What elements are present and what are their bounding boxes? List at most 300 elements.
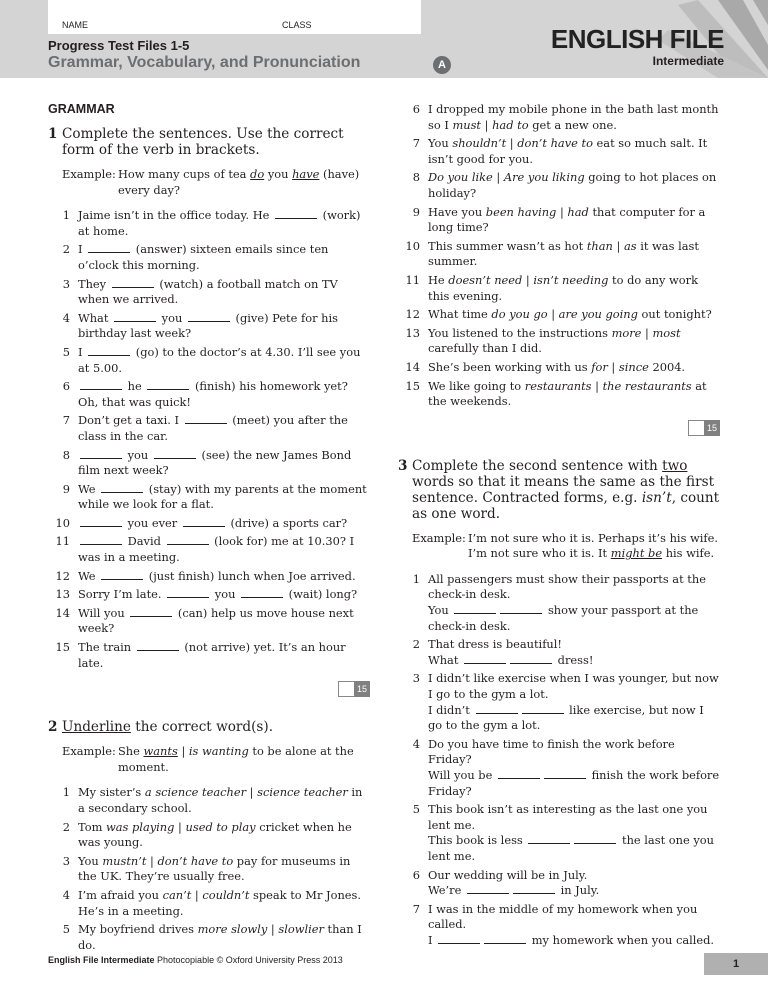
item-number: 8 (62, 447, 70, 462)
text: (see) the new James Bond film next week? (78, 447, 352, 478)
question-number: 3 (398, 457, 408, 474)
item-text (428, 360, 685, 376)
answer-options: for | since (591, 359, 649, 374)
answer-blank[interactable] (88, 346, 130, 356)
question-item (398, 136, 720, 167)
answer-blank[interactable] (80, 535, 122, 545)
example-text (468, 531, 718, 545)
text: Have you (428, 204, 486, 219)
answer-blank[interactable] (528, 834, 570, 844)
question-item (398, 170, 720, 201)
text: What (78, 310, 113, 325)
answer-blank[interactable] (80, 449, 122, 459)
item-text (78, 569, 356, 585)
text: I (428, 932, 437, 947)
item-number: 2 (62, 819, 70, 834)
item-number: 9 (62, 481, 70, 496)
question-item (48, 922, 370, 953)
item-number: 4 (62, 310, 70, 325)
question-item (398, 802, 720, 864)
text: eat so much salt. It isn’t good for you. (428, 136, 708, 166)
text: Sorry I’m late. (78, 587, 166, 602)
text: You (428, 603, 453, 618)
question-instruction: the correct word(s). (130, 719, 274, 736)
question-item (398, 307, 720, 323)
item-text (78, 888, 370, 919)
text: Will you (78, 605, 129, 620)
text: I’m not sure who it is. It (468, 546, 611, 561)
text: he (124, 379, 146, 394)
question-2-items-continued (398, 102, 720, 410)
question-item (48, 534, 370, 565)
text: (give) Pete for his birthday last week? (78, 310, 338, 341)
question-number: 1 (48, 126, 58, 142)
answer-blank[interactable] (467, 884, 509, 894)
item-text (428, 170, 720, 201)
answer-blank[interactable] (154, 449, 196, 459)
text: You (78, 853, 103, 868)
answer-blank[interactable] (522, 704, 564, 714)
question-item (398, 572, 720, 634)
answer-options: doesn’t need | isn’t needing (448, 272, 609, 287)
answer-options: do you go | are you going (491, 307, 638, 322)
item-number: 9 (412, 204, 420, 219)
text: How many cups of tea (118, 167, 251, 181)
question-item (48, 413, 370, 444)
item-number: 11 (55, 534, 70, 549)
answer-blank[interactable] (476, 704, 518, 714)
item-text (78, 242, 370, 273)
answer-blank[interactable] (185, 414, 227, 424)
text: his wife. (662, 546, 715, 561)
item-number: 4 (412, 736, 420, 751)
answer-options: isn’t (641, 489, 672, 506)
item-text (428, 671, 720, 733)
question-item (48, 854, 370, 885)
score-box (398, 420, 720, 436)
text: you ever (124, 515, 181, 530)
text: the last one you lent me. (428, 833, 714, 863)
footer-copyright: Photocopiable © Oxford University Press 2013 (154, 955, 343, 965)
question-item (48, 888, 370, 919)
text: My sister’s (78, 785, 145, 800)
item-number: 1 (62, 208, 70, 223)
item-text (428, 273, 720, 304)
footer-brand: English File Intermediate (48, 955, 155, 965)
answer-blank[interactable] (275, 209, 317, 219)
item-text (78, 820, 370, 851)
text: pay for museums in the UK. They’re usually free. (78, 853, 351, 884)
text: She’s been working with us (428, 359, 592, 374)
text: to be alone at the moment. (118, 744, 354, 774)
text: than I do. (78, 922, 362, 952)
item-text (428, 637, 593, 668)
text: show your passport at the check-in desk. (428, 603, 699, 633)
text: I’m not sure who it is. Perhaps it’s his wife. (468, 530, 719, 545)
item-text (428, 326, 720, 357)
text: This book is less (428, 833, 527, 848)
item-number: 3 (412, 671, 420, 686)
answer-blank[interactable] (438, 934, 480, 944)
question-item (48, 516, 370, 532)
example-answer (468, 546, 714, 560)
text: My boyfriend drives (78, 922, 198, 937)
item-text (78, 785, 370, 816)
name-label: NAME (62, 20, 89, 30)
example (62, 167, 370, 198)
item-number: 14 (405, 359, 420, 374)
question-item (48, 640, 370, 671)
answer-options: more slowly | slowlier (197, 922, 324, 937)
answer-blank[interactable] (484, 934, 526, 944)
item-number: 8 (412, 170, 420, 185)
question-item (398, 379, 720, 410)
question-item (48, 569, 370, 585)
answer-blank[interactable] (498, 769, 540, 779)
item-number: 3 (62, 853, 70, 868)
text: Do you have time to finish the work before Friday? (428, 736, 675, 767)
text: (meet) you after the class in the car. (78, 413, 348, 443)
answer-blank[interactable] (544, 769, 586, 779)
answer-blank[interactable] (112, 278, 154, 288)
item-text (428, 205, 720, 236)
item-number: 12 (55, 568, 70, 583)
question-item (48, 482, 370, 513)
example-label: Example: (62, 744, 116, 759)
section-heading: GRAMMAR (48, 102, 115, 116)
text: We (78, 481, 100, 496)
answer-blank[interactable] (183, 517, 225, 527)
text: words so that it means the same as the first sentence. Contracted forms, e.g. (412, 473, 715, 506)
question-item (398, 360, 720, 376)
item-number: 2 (412, 637, 420, 652)
item-text (78, 482, 370, 513)
text: I (78, 344, 87, 359)
text: (just finish) lunch when Joe arrived. (145, 568, 356, 583)
question-item (48, 277, 370, 308)
item-number: 15 (55, 640, 70, 655)
question-3-heading (398, 458, 720, 522)
question-item (398, 102, 720, 133)
answer-blank[interactable] (241, 588, 283, 598)
item-number: 1 (412, 571, 420, 586)
answer-options: mustn’t | don’t have to (102, 853, 234, 868)
text: David (124, 534, 165, 549)
answer-blank[interactable] (80, 380, 122, 390)
answer-options: | is wanting (177, 744, 249, 759)
item-number: 14 (55, 605, 70, 620)
text: cricket when he was young. (78, 819, 352, 850)
question-item (48, 242, 370, 273)
item-number: 6 (412, 102, 420, 116)
item-number: 1 (62, 785, 70, 800)
text: Don’t get a taxi. I (78, 413, 183, 428)
item-number: 11 (405, 272, 420, 287)
answer-blank[interactable] (574, 834, 616, 844)
question-item (48, 379, 370, 410)
answer-options: a science teacher | science teacher (144, 785, 348, 800)
example-label: Example: (62, 167, 116, 181)
question-item (48, 311, 370, 342)
text: you (158, 310, 186, 325)
item-text (78, 448, 370, 479)
text: that computer for a long time? (428, 204, 706, 235)
version-badge: A (433, 56, 451, 74)
question-item (48, 345, 370, 376)
class-label: CLASS (282, 20, 312, 30)
text: We (78, 568, 100, 583)
example (412, 531, 720, 562)
item-number: 4 (62, 887, 70, 902)
item-number: 13 (55, 587, 70, 602)
question-item (398, 326, 720, 357)
item-number: 5 (62, 922, 70, 937)
item-number: 10 (55, 515, 70, 530)
answer-blank[interactable] (80, 517, 122, 527)
text: to do any work this evening. (428, 272, 698, 303)
item-text (78, 413, 370, 444)
answer-blank[interactable] (167, 588, 209, 598)
item-number: 3 (62, 276, 70, 291)
text: (stay) with my parents at the moment while we look for a flat. (78, 481, 367, 512)
example-text (118, 167, 370, 198)
question-item (398, 205, 720, 236)
question-instruction: Complete the sentences. Use the correct form of the verb in brackets. (62, 126, 344, 158)
item-text (78, 516, 347, 532)
question-item (398, 902, 720, 949)
item-text (78, 379, 370, 410)
text: , count as one word. (412, 489, 720, 522)
answer-blank[interactable] (188, 312, 230, 322)
item-text (78, 208, 370, 239)
text: I didn’t (428, 702, 474, 717)
footer (48, 955, 343, 965)
item-number: 15 (405, 378, 420, 393)
answer-options: Do you like | Are you liking (428, 170, 585, 185)
item-text (78, 606, 370, 637)
item-text (428, 737, 720, 799)
item-number: 7 (62, 413, 70, 428)
item-number: 13 (405, 325, 420, 340)
text: She (118, 744, 144, 759)
item-text (78, 587, 357, 603)
text: (have) every day? (118, 167, 360, 197)
item-number: 6 (412, 867, 420, 882)
text: You (428, 136, 453, 151)
question-item (398, 637, 720, 668)
item-number: 2 (62, 242, 70, 257)
item-number: 5 (62, 344, 70, 359)
text: going to hot places on holiday? (428, 170, 717, 200)
text: We’re (428, 883, 465, 898)
answer-blank[interactable] (88, 243, 130, 253)
question-item (398, 273, 720, 304)
answer-options: more | most (611, 325, 681, 340)
answer-options: was playing | used to play (106, 819, 256, 834)
item-text (428, 307, 712, 323)
text: The train (78, 640, 135, 655)
question-1-heading (48, 126, 370, 158)
text: I (78, 242, 87, 257)
text: (watch) a football match on TV when we arrived. (78, 276, 338, 307)
score-box (48, 681, 370, 697)
text: Will you be (428, 768, 496, 782)
text: like exercise, but now I go to the gym a lot. (428, 702, 704, 733)
text: (finish) his homework yet? Oh, that was quick! (78, 379, 348, 409)
answer-blank[interactable] (464, 654, 506, 664)
score-total: 15 (704, 420, 720, 436)
text: Tom (78, 819, 106, 834)
item-text (78, 311, 370, 342)
answer-options: can’t | couldn’t (162, 887, 250, 902)
answer-blank[interactable] (147, 380, 189, 390)
item-text (428, 102, 720, 133)
text: Complete the second sentence with (412, 457, 663, 474)
item-text (428, 802, 720, 864)
right-column (398, 102, 720, 952)
text: out tonight? (637, 307, 712, 322)
item-number: 7 (412, 901, 420, 916)
question-item (398, 737, 720, 799)
answer-options: restaurants | the restaurants (524, 378, 692, 393)
page-number: 1 (704, 953, 768, 975)
item-text (78, 640, 370, 671)
test-title: Progress Test Files 1-5 (48, 38, 190, 53)
example-text (118, 744, 370, 775)
text: my homework when you called. (528, 932, 715, 947)
question-instruction-underlined: Underline (62, 719, 131, 736)
text: finish the work before Friday? (428, 768, 720, 798)
answer-blank[interactable] (130, 607, 172, 617)
text: (wait) long? (285, 587, 358, 602)
answer-blank[interactable] (510, 654, 552, 664)
text: I was in the middle of my homework when you called. (428, 901, 698, 932)
text: (look for) me at 10.30? I was in a meeting. (78, 534, 355, 565)
text: I’m afraid you (78, 887, 163, 902)
text: it was last summer. (428, 238, 699, 269)
text: dress! (554, 652, 594, 667)
text: (not arrive) yet. It’s an hour late. (78, 640, 346, 670)
question-2-items (48, 785, 370, 953)
question-item (48, 448, 370, 479)
answer-options: shouldn’t | don’t have to (452, 136, 593, 151)
emphasis-word: two (662, 457, 688, 474)
text: They (78, 276, 110, 291)
item-text (78, 277, 370, 308)
answer-blank[interactable] (167, 535, 209, 545)
text: He (428, 272, 449, 287)
answer-blank[interactable] (500, 604, 542, 614)
item-text (428, 902, 720, 949)
text: This book isn’t as interesting as the last one you lent me. (428, 802, 708, 832)
question-item (48, 208, 370, 239)
answer-blank[interactable] (454, 604, 496, 614)
text: We like going to (428, 378, 525, 393)
example (62, 744, 370, 775)
text: 2004. (648, 359, 686, 374)
page-header (0, 0, 768, 78)
text: What time (428, 307, 492, 322)
question-2-heading (48, 719, 370, 735)
text: (answer) sixteen emails since ten o’clock this morning. (78, 242, 329, 272)
score-total: 15 (354, 681, 370, 697)
question-item (398, 239, 720, 270)
text: (can) help us move house next week? (78, 605, 354, 636)
text: in July. (556, 883, 600, 898)
item-number: 6 (62, 379, 70, 394)
text: That dress is beautiful! (428, 637, 562, 652)
item-number: 10 (405, 238, 420, 253)
answer-blank[interactable] (137, 641, 179, 651)
item-text (428, 136, 720, 167)
score-input[interactable] (338, 681, 354, 697)
question-item (398, 868, 720, 899)
item-text (78, 922, 370, 953)
item-number: 7 (412, 136, 420, 151)
item-text (428, 239, 720, 270)
text: I didn’t like exercise when I was younger, but now I go to the gym a lot. (428, 671, 719, 702)
text: you (124, 447, 152, 462)
text: Our wedding will be in July. (428, 867, 588, 882)
text: at the weekends. (428, 378, 707, 409)
answer-blank[interactable] (513, 884, 555, 894)
text: You listened to the instructions (428, 325, 612, 340)
question-number: 2 (48, 719, 58, 736)
answer-options: been having | had (485, 204, 589, 219)
example-label: Example: (412, 530, 466, 545)
question-item (48, 820, 370, 851)
item-text (428, 379, 720, 410)
question-1-items (48, 208, 370, 671)
example-answer-word: have (292, 167, 320, 181)
answer-blank[interactable] (101, 570, 143, 580)
text: carefully than I did. (428, 341, 542, 356)
answer-blank[interactable] (114, 312, 156, 322)
item-number: 5 (412, 802, 420, 817)
example-answer-word: do (250, 167, 265, 181)
text: speak to Mr Jones. He’s in a meeting. (78, 887, 361, 918)
text: Jaime isn’t in the office today. He (78, 208, 273, 223)
answer-options: than | as (586, 238, 637, 253)
item-text (78, 854, 370, 885)
text: All passengers must show their passports at the check-in desk. (428, 571, 706, 602)
score-input[interactable] (688, 420, 704, 436)
question-item (48, 606, 370, 637)
item-number: 12 (405, 307, 420, 322)
answer-options: must | had to (452, 117, 529, 132)
item-text (428, 572, 720, 634)
level-label: Intermediate (652, 54, 724, 68)
answer-blank[interactable] (101, 483, 143, 493)
item-text (78, 534, 370, 565)
text: What (428, 652, 463, 667)
name-class-box (48, 0, 421, 34)
item-text (428, 868, 599, 899)
example-answer-word: wants (143, 744, 178, 759)
text: get a new one. (528, 117, 617, 132)
brand-logo: ENGLISH FILE (550, 24, 724, 54)
text: you (264, 167, 293, 181)
left-column (48, 102, 370, 956)
question-item (48, 587, 370, 603)
example-answer-word: might be (610, 546, 663, 561)
text: (work) at home. (78, 208, 361, 238)
text: (go) to the doctor’s at 4.30. I’ll see you at 5.00. (78, 344, 361, 375)
question-instruction (412, 458, 720, 522)
text: This summer wasn’t as hot (428, 238, 587, 253)
text: you (211, 587, 240, 602)
item-text (78, 345, 370, 376)
